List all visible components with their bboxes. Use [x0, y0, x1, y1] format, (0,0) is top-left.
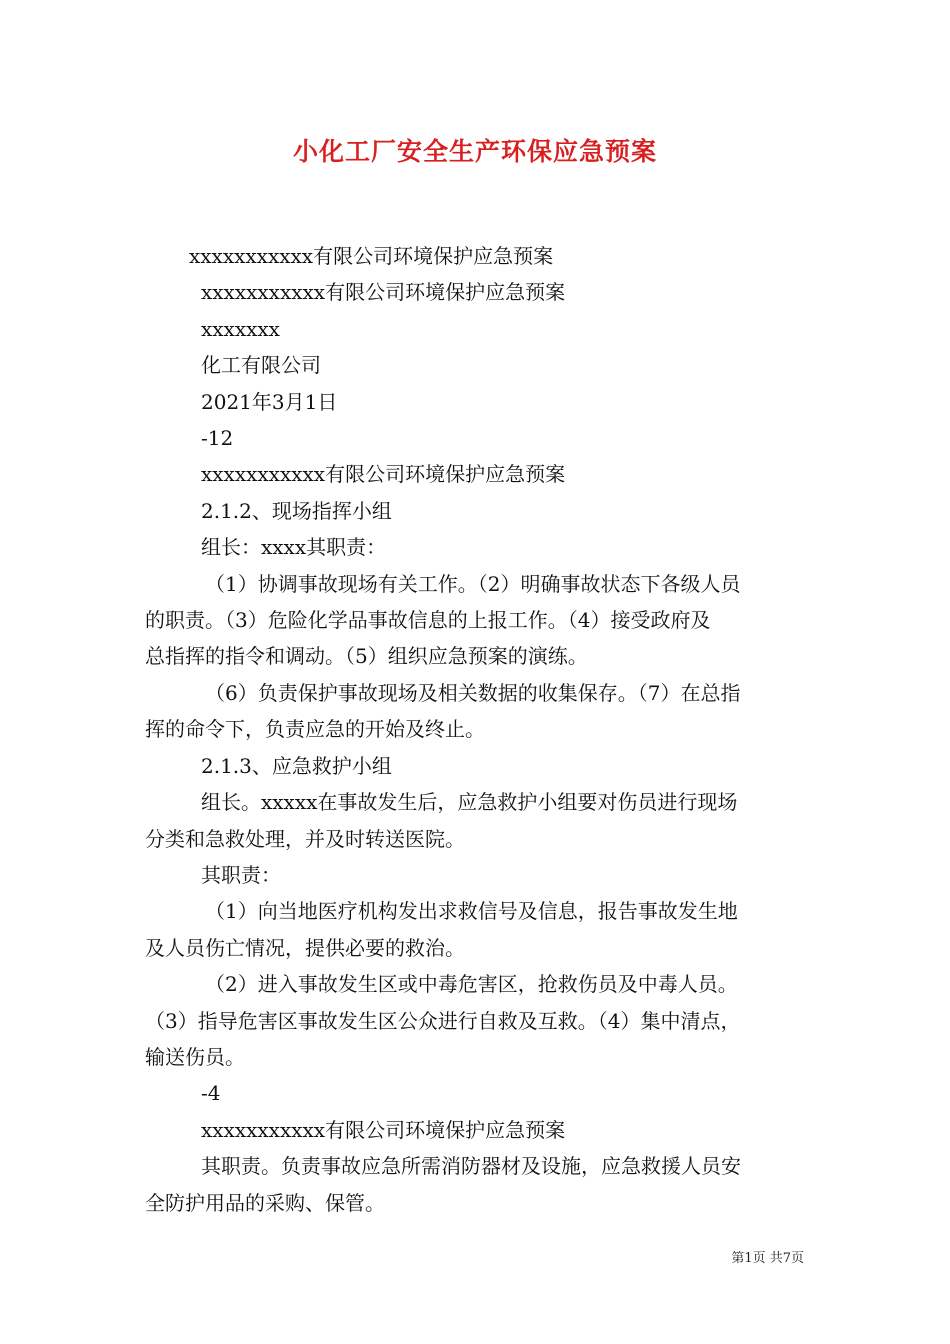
section-heading: 2.1.2、现场指挥小组 — [201, 498, 392, 523]
body-line: （6）负责保护事故现场及相关数据的收集保存。（7）在总指 — [205, 680, 741, 705]
body-line: 化工有限公司 — [201, 353, 321, 378]
page-marker: -12 — [201, 426, 234, 451]
body-line: 挥的命令下，负责应急的开始及终止。 — [145, 717, 485, 742]
body-line: 全防护用品的采购、保管。 — [145, 1190, 385, 1215]
section-heading: 2.1.3、应急救护小组 — [201, 753, 392, 778]
body-line: 分类和急救处理，并及时转送医院。 — [145, 826, 465, 851]
body-line: 2021年3月1日 — [201, 389, 338, 414]
body-line: （1）向当地医疗机构发出求救信号及信息，报告事故发生地 — [205, 899, 738, 924]
body-line: xxxxxxxxxxx有限公司环境保护应急预案 — [201, 1117, 566, 1142]
page-marker: -4 — [201, 1081, 221, 1106]
body-line: 组长。xxxxx在事故发生后，应急救护小组要对伤员进行现场 — [201, 790, 738, 815]
body-line: 总指挥的指令和调动。（5）组织应急预案的演练。 — [145, 644, 588, 669]
document-body — [145, 238, 810, 1221]
body-line: xxxxxxx — [201, 316, 280, 341]
body-line: （1）协调事故现场有关工作。（2）明确事故状态下各级人员 — [205, 571, 741, 596]
body-line: 及人员伤亡情况，提供必要的救治。 — [145, 935, 465, 960]
body-line: 输送伤员。 — [145, 1044, 245, 1069]
document-title: 小化工厂安全生产环保应急预案 — [292, 137, 657, 166]
body-line: 的职责。（3）危险化学品事故信息的上报工作。（4）接受政府及 — [145, 608, 711, 633]
body-line: （3）指导危害区事故发生区公众进行自救及互救。（4）集中清点， — [145, 1008, 741, 1033]
body-line: xxxxxxxxxxx有限公司环境保护应急预案 — [201, 280, 566, 305]
body-line: 其职责： — [201, 862, 281, 887]
body-line: xxxxxxxxxxx有限公司环境保护应急预案 — [189, 244, 554, 268]
page-number-footer: 第1页 共7页 — [731, 1251, 804, 1266]
body-line: xxxxxxxxxxx有限公司环境保护应急预案 — [201, 462, 566, 487]
body-line: （2）进入事故发生区或中毒危害区，抢救伤员及中毒人员。 — [205, 972, 738, 997]
body-line: 其职责。负责事故应急所需消防器材及设施，应急救援人员安 — [201, 1154, 741, 1179]
body-line: 组长：xxxx其职责： — [201, 535, 387, 560]
